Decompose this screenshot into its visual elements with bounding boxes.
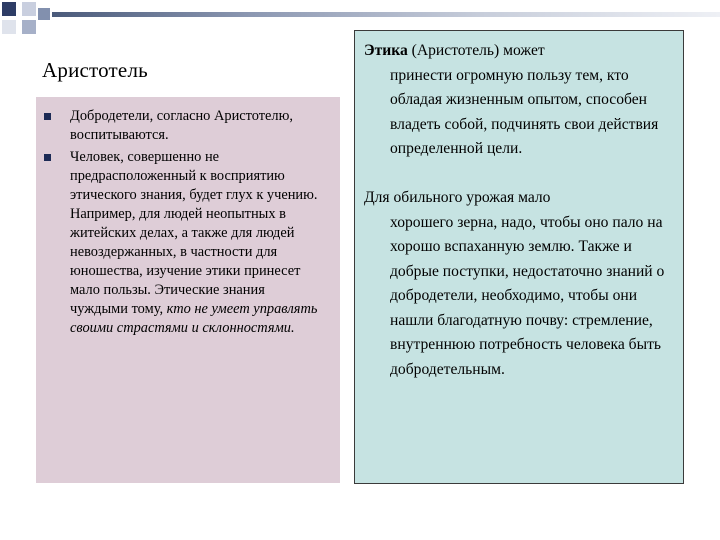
slide-title: Аристотель — [42, 58, 148, 82]
deco-square — [2, 20, 16, 34]
bullet-item — [36, 148, 340, 338]
bullet-item — [36, 107, 340, 145]
deco-square — [22, 20, 36, 34]
paragraph-rest: хорошего зерна, надо, чтобы оно пало на хорошо вспаханную землю. Также и добрые поступки, недостаточно знаний о добродетели, необходимо, чтобы они нашли благодатную почву: стремление, внутреннюю потребность человека быть добродетельным. — [390, 213, 665, 378]
deco-square — [38, 8, 50, 20]
bullet-text: Добродетели, согласно Аристотелю, воспитываются. — [70, 108, 293, 143]
paragraph-rest: принести огромную пользу тем, кто обладая жизненным опытом, способен владеть собой, подчинять свои действия определенной цели. — [390, 66, 659, 157]
bullet-text — [70, 148, 340, 338]
ethics-bold-word: Этика — [364, 42, 408, 59]
deco-square — [22, 2, 36, 16]
paragraph-first-line — [364, 39, 680, 64]
square-bullet-icon — [44, 154, 51, 161]
left-content-box — [36, 97, 340, 483]
bullet-text-italic: кто не умеет управлять своими страстями и склонностями. — [70, 301, 318, 336]
square-bullet-icon — [44, 113, 51, 120]
right-content-box — [354, 30, 684, 484]
deco-square — [2, 2, 16, 16]
bullet-list — [36, 107, 340, 341]
paragraph-first-line-text: (Аристотель) может — [407, 42, 545, 59]
paragraph-first-line: Для обильного урожая мало — [364, 189, 551, 206]
top-gradient-bar — [52, 12, 720, 17]
paragraph-harvest — [364, 186, 680, 382]
bullet-text-regular: Человек, совершенно не предрасположенный к восприятию этического знания, будет глух к учению. Например, для людей неопытных в житейских делах, а также для людей невоздержанных, в частности для юношества, изучение этики принесет мало пользы. Этические знания чуждыми тому, — [70, 149, 318, 317]
paragraph-ethics — [364, 39, 680, 162]
